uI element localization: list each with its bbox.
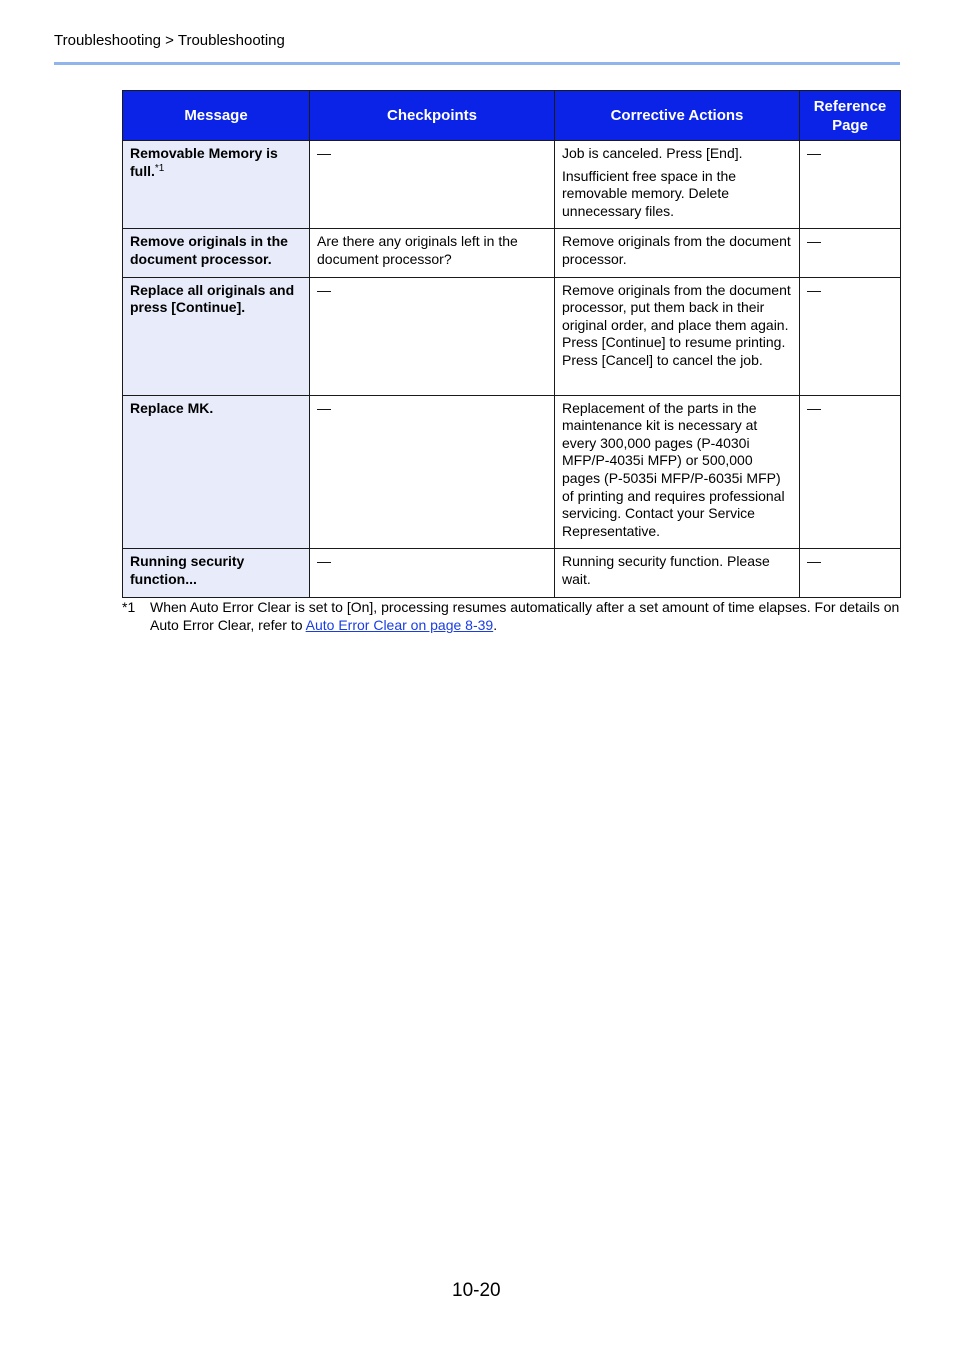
- message-cell: Remove originals in the document processor.: [123, 229, 310, 277]
- page-number: 10-20: [452, 1280, 501, 1301]
- breadcrumb: Troubleshooting > Troubleshooting: [54, 32, 285, 49]
- actions-cell: Replacement of the parts in the maintenance kit is necessary at every 300,000 pages (P-4030i MFP/P-4035i MFP) or 500,000 pages (P-5035i MFP/P-6035i MFP) of printing and requires professional servicing. Contact your Service Representative.: [555, 395, 800, 549]
- reference-cell: —: [800, 395, 901, 549]
- table-row: [123, 549, 901, 597]
- error-message-table: [122, 90, 901, 598]
- header-message: Message: [123, 91, 310, 141]
- footnote-end: .: [493, 617, 498, 633]
- header-checkpoints: Checkpoints: [310, 91, 555, 141]
- action-text: Insufficient free space in the removable memory. Delete unnecessary files.: [562, 167, 737, 219]
- message-text: Removable Memory is full.: [130, 145, 278, 179]
- checkpoints-cell: —: [310, 395, 555, 549]
- table-row: [123, 141, 901, 229]
- actions-cell: Running security function. Please wait.: [555, 549, 800, 597]
- message-cell: Replace all originals and press [Continue].: [123, 277, 310, 395]
- header-reference-page: Reference Page: [800, 91, 901, 141]
- footnote: [122, 598, 902, 634]
- footnote-text: When Auto Error Clear is set to [On], processing resumes automatically after a set amount of time elapses. For details on Auto Error Clear, refer to: [150, 599, 900, 633]
- checkpoints-cell: —: [310, 277, 555, 395]
- actions-cell: Remove originals from the document processor.: [555, 229, 800, 277]
- header-corrective-actions: Corrective Actions: [555, 91, 800, 141]
- footnote-body: [150, 598, 902, 634]
- reference-cell: —: [800, 229, 901, 277]
- footnote-mark: *1: [122, 599, 136, 615]
- table-row: [123, 277, 901, 395]
- footnote-link[interactable]: Auto Error Clear on page 8-39: [305, 617, 494, 633]
- table-header-row: [123, 91, 901, 141]
- reference-cell: —: [800, 141, 901, 229]
- message-cell: [123, 141, 310, 229]
- actions-cell: Remove originals from the document processor, put them back in their original order, and place them again. Press [Continue] to resume printing. Press [Cancel] to cancel the job.: [555, 277, 800, 395]
- action-text: Job is canceled. Press [End].: [562, 145, 743, 161]
- checkpoints-cell: Are there any originals left in the document processor?: [310, 229, 555, 277]
- table-row: [123, 395, 901, 549]
- footnote-ref: *1: [154, 162, 165, 174]
- checkpoints-cell: —: [310, 141, 555, 229]
- header-rule: [54, 62, 900, 65]
- reference-cell: —: [800, 549, 901, 597]
- reference-cell: —: [800, 277, 901, 395]
- table-row: [123, 229, 901, 277]
- message-cell: Replace MK.: [123, 395, 310, 549]
- actions-cell: [555, 141, 800, 229]
- message-cell: Running security function...: [123, 549, 310, 597]
- checkpoints-cell: —: [310, 549, 555, 597]
